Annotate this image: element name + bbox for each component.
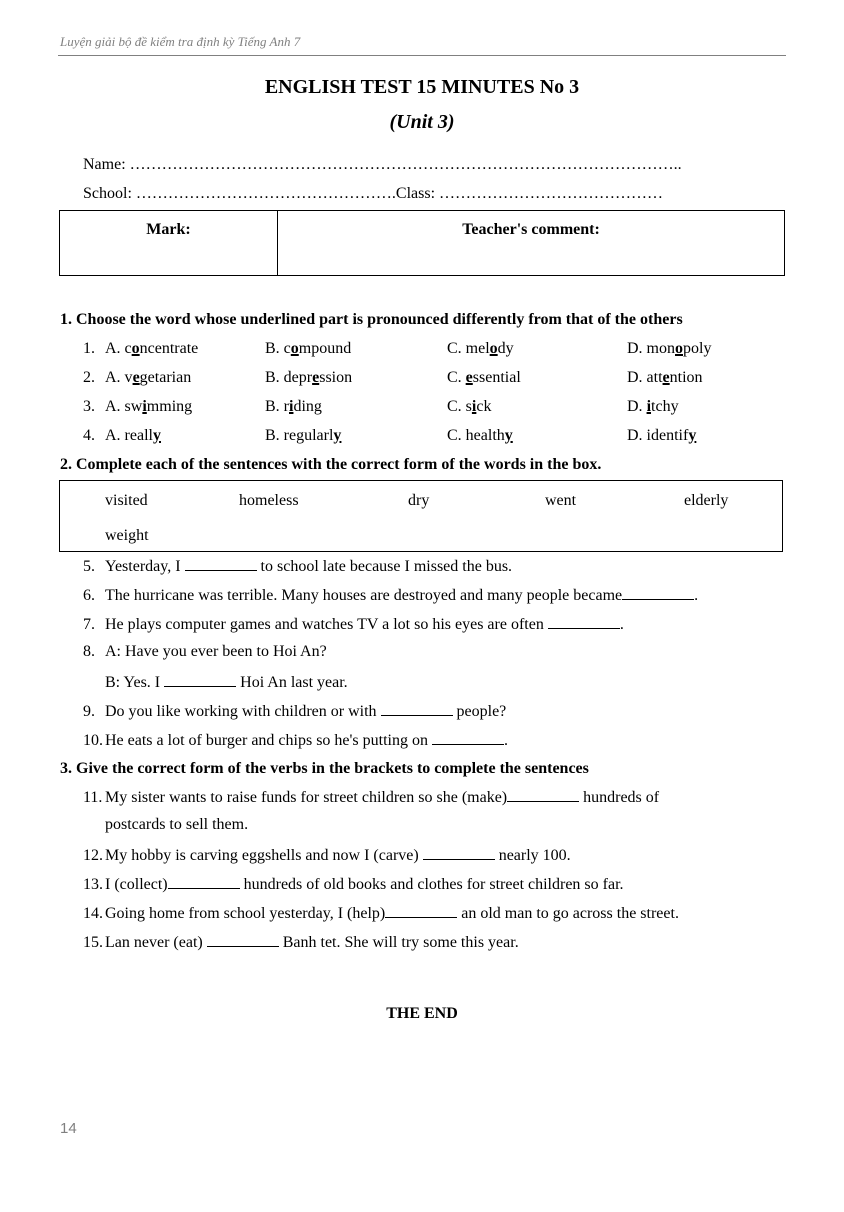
mc-option — [627, 340, 711, 358]
mark-table — [59, 210, 785, 276]
answer-blank[interactable] — [168, 874, 240, 889]
question-text: My sister wants to raise funds for street children so she (make) — [105, 789, 508, 806]
option-text: mming — [146, 398, 193, 415]
mc-question — [83, 427, 803, 449]
question-number: 12. — [83, 847, 103, 864]
mc-question — [83, 340, 803, 362]
question-text: A: Have you ever been to Hoi An? — [105, 643, 327, 660]
mc-option — [447, 369, 521, 387]
underlined-letter: y — [688, 427, 697, 444]
option-text: B. regularl — [265, 427, 334, 444]
question-number: 2. — [83, 369, 95, 386]
option-text: ck — [476, 398, 492, 415]
question-line — [83, 903, 679, 923]
answer-blank[interactable] — [185, 556, 257, 571]
mc-option — [627, 398, 679, 416]
question-line — [83, 643, 327, 661]
question-number: 13. — [83, 876, 103, 893]
question-text: nearly 100. — [494, 847, 571, 864]
option-text: mpound — [298, 340, 352, 357]
option-text: A. v — [105, 369, 133, 386]
option-text: getarian — [139, 369, 192, 386]
option-text: A. c — [105, 340, 132, 357]
underlined-letter: o — [131, 340, 140, 357]
option-text: B. c — [265, 340, 291, 357]
word-box-item: dry — [408, 492, 430, 509]
question-number: 7. — [83, 616, 95, 633]
mc-option — [265, 427, 341, 445]
question-text: Hoi An last year. — [236, 674, 348, 691]
underlined-letter: o — [489, 340, 498, 357]
question-line — [105, 672, 348, 692]
underlined-letter: y — [504, 427, 513, 444]
question-number: 6. — [83, 587, 95, 604]
question-line — [83, 932, 519, 952]
mc-option — [627, 369, 703, 387]
mc-option — [447, 340, 514, 358]
section-2-title: 2. Complete each of the sentences with the correct form of the words in the box. — [60, 456, 602, 473]
question-line — [83, 585, 698, 605]
question-text: He eats a lot of burger and chips so he's putting on — [105, 732, 432, 749]
question-text: B: Yes. I — [105, 674, 165, 691]
option-text: ding — [293, 398, 322, 415]
question-text: an old man to go across the street. — [457, 905, 679, 922]
question-text: He plays computer games and watches TV a lot so his eyes are often — [105, 616, 548, 633]
question-line — [83, 701, 506, 721]
option-text: poly — [683, 340, 712, 357]
question-text: Lan never (eat) — [105, 934, 207, 951]
question-text: My hobby is carving eggshells and now I (carve) — [105, 847, 423, 864]
mc-option — [265, 369, 352, 387]
answer-blank[interactable] — [207, 932, 279, 947]
answer-blank[interactable] — [548, 614, 620, 629]
option-text: B. depr — [265, 369, 313, 386]
option-text: D. identif — [627, 427, 689, 444]
option-text: D. att — [627, 369, 663, 386]
question-text: . — [619, 616, 624, 633]
answer-blank[interactable] — [622, 585, 694, 600]
question-text: Yesterday, I — [105, 558, 185, 575]
option-text: dy — [497, 340, 514, 357]
option-text: A. sw — [105, 398, 143, 415]
question-text: The hurricane was terrible. Many houses are destroyed and many people became — [105, 587, 623, 604]
mc-option — [627, 427, 696, 445]
underlined-letter: o — [290, 340, 299, 357]
mc-option — [265, 398, 322, 416]
mark-cell: Mark: — [60, 211, 278, 275]
page-number: 14 — [60, 1120, 77, 1137]
question-number: 11. — [83, 789, 103, 806]
answer-blank[interactable] — [507, 787, 579, 802]
the-end: THE END — [386, 1005, 458, 1022]
underlined-letter: e — [662, 369, 670, 386]
word-box-item: elderly — [684, 492, 729, 509]
answer-blank[interactable] — [423, 845, 495, 860]
question-text: Banh tet. She will try some this year. — [278, 934, 519, 951]
question-text: people? — [452, 703, 507, 720]
underlined-letter: o — [675, 340, 683, 357]
question-text: to school late because I missed the bus. — [256, 558, 513, 575]
underlined-letter: e — [312, 369, 320, 386]
option-text: C. s — [447, 398, 472, 415]
word-box-item: weight — [105, 527, 149, 544]
option-text: ssential — [472, 369, 521, 386]
page-subtitle: (Unit 3) — [389, 111, 455, 133]
option-text: C. mel — [447, 340, 490, 357]
underlined-letter: e — [132, 369, 140, 386]
question-line — [83, 845, 571, 865]
option-text: ncentrate — [139, 340, 199, 357]
question-text: . — [503, 732, 508, 749]
question-number: 3. — [83, 398, 95, 415]
mc-option — [447, 427, 513, 445]
mc-option — [105, 340, 198, 358]
question-number: 15. — [83, 934, 103, 951]
word-box — [59, 480, 783, 552]
question-number: 8. — [83, 643, 95, 660]
option-text: B. r — [265, 398, 289, 415]
word-box-item: visited — [105, 492, 148, 509]
option-text: ntion — [669, 369, 703, 386]
underlined-letter: i — [289, 398, 294, 415]
underlined-letter: i — [471, 398, 477, 415]
option-text: D. mon — [627, 340, 675, 357]
question-number: 14. — [83, 905, 103, 922]
page-title: ENGLISH TEST 15 MINUTES No 3 — [264, 76, 580, 98]
question-line — [83, 874, 624, 894]
question-line — [83, 556, 512, 576]
option-text: C. — [447, 369, 466, 386]
option-text: ssion — [319, 369, 353, 386]
question-text: . — [694, 587, 699, 604]
header-divider — [58, 55, 786, 56]
underlined-letter: i — [142, 398, 147, 415]
mc-option — [265, 340, 351, 358]
answer-blank[interactable] — [381, 701, 453, 716]
mc-question — [83, 369, 803, 391]
question-text: postcards to sell them. — [105, 816, 249, 833]
mc-question — [83, 398, 803, 420]
school-class-field: School: ………………………………………….Class: …………………………………… — [83, 185, 664, 202]
question-number: 5. — [83, 558, 95, 575]
question-text: I (collect) — [105, 876, 168, 893]
underlined-letter: i — [646, 398, 652, 415]
question-number: 4. — [83, 427, 95, 444]
question-line — [83, 787, 659, 807]
answer-blank[interactable] — [164, 672, 236, 687]
running-header: Luyện giải bộ đề kiểm tra định kỳ Tiếng Anh 7 — [60, 34, 301, 49]
word-box-item: homeless — [239, 492, 299, 509]
answer-blank[interactable] — [385, 903, 457, 918]
question-number: 9. — [83, 703, 95, 720]
question-line — [83, 730, 508, 750]
question-number: 10. — [83, 732, 103, 749]
question-text: Do you like working with children or with — [105, 703, 381, 720]
mc-option — [447, 398, 491, 416]
underlined-letter: e — [465, 369, 473, 386]
name-field: Name: ………………………………………………………………………………………….. — [83, 156, 682, 173]
section-1-title: 1. Choose the word whose underlined part is pronounced differently from that of the others — [60, 311, 683, 328]
question-number: 1. — [83, 340, 95, 357]
underlined-letter: y — [152, 427, 161, 444]
option-text: tchy — [651, 398, 679, 415]
question-line — [105, 816, 248, 834]
word-box-item: went — [545, 492, 577, 509]
mc-option — [105, 369, 191, 387]
question-line — [83, 614, 624, 634]
option-text: C. health — [447, 427, 505, 444]
section-3-title: 3. Give the correct form of the verbs in the brackets to complete the sentences — [60, 760, 589, 777]
question-text: hundreds of old books and clothes for street children so far. — [239, 876, 624, 893]
underlined-letter: y — [333, 427, 342, 444]
teacher-comment-cell: Teacher's comment: — [462, 221, 600, 238]
option-text: D. — [627, 398, 647, 415]
question-text: Going home from school yesterday, I (help) — [105, 905, 386, 922]
answer-blank[interactable] — [432, 730, 504, 745]
mc-option — [105, 398, 192, 416]
option-text: A. reall — [105, 427, 153, 444]
mc-option — [105, 427, 161, 445]
question-text: hundreds of — [579, 789, 660, 806]
